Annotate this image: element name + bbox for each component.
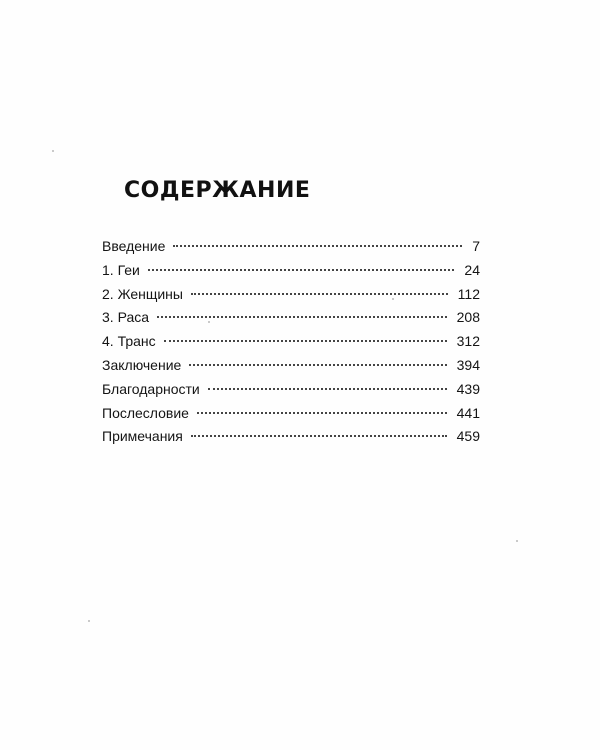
toc-entry-label: 3. Раса bbox=[102, 309, 150, 326]
dot-leader bbox=[148, 269, 455, 271]
paper-speck bbox=[208, 321, 210, 323]
toc-entry-page: 24 bbox=[464, 261, 480, 278]
toc-entry-label: 2. Женщины bbox=[102, 285, 183, 302]
toc-entry-label: Примечания bbox=[102, 428, 183, 445]
toc-entry bbox=[102, 286, 480, 310]
paper-speck bbox=[516, 540, 518, 542]
toc-entry bbox=[102, 309, 480, 333]
toc-title: СОДЕРЖАНИЕ bbox=[124, 178, 311, 203]
toc-entry bbox=[102, 357, 480, 381]
dot-leader bbox=[157, 316, 447, 318]
toc-entry-page: 312 bbox=[456, 333, 480, 350]
paper-speck bbox=[52, 150, 54, 152]
toc-entry-label: Послесловие bbox=[102, 404, 189, 421]
toc-entry bbox=[102, 238, 480, 262]
toc-list bbox=[102, 238, 480, 452]
paper-speck bbox=[88, 620, 90, 622]
dot-leader bbox=[191, 293, 448, 295]
dot-leader bbox=[191, 435, 447, 437]
toc-entry-page: 112 bbox=[457, 285, 480, 302]
dot-leader bbox=[208, 388, 447, 390]
toc-entry-label: 4. Транс bbox=[102, 333, 156, 350]
toc-entry-page: 394 bbox=[456, 356, 480, 373]
dot-leader bbox=[164, 340, 447, 342]
dot-leader bbox=[189, 364, 446, 366]
toc-entry-label: Введение bbox=[102, 238, 166, 254]
toc-entry-page: 7 bbox=[472, 238, 480, 254]
toc-entry-label: Заключение bbox=[102, 356, 182, 373]
paper-speck bbox=[392, 298, 394, 300]
toc-entry bbox=[102, 262, 480, 286]
dot-leader bbox=[173, 245, 462, 247]
toc-entry-page: 441 bbox=[456, 404, 480, 421]
toc-entry bbox=[102, 405, 480, 429]
toc-entry-label: 1. Геи bbox=[102, 261, 140, 278]
toc-entry bbox=[102, 333, 480, 357]
toc-entry-page: 459 bbox=[456, 428, 480, 445]
dot-leader bbox=[197, 412, 447, 414]
toc-entry-label: Благодарности bbox=[102, 380, 200, 397]
toc-entry bbox=[102, 428, 480, 452]
toc-entry-page: 439 bbox=[456, 380, 480, 397]
toc-entry bbox=[102, 381, 480, 405]
toc-entry-page: 208 bbox=[456, 309, 480, 326]
